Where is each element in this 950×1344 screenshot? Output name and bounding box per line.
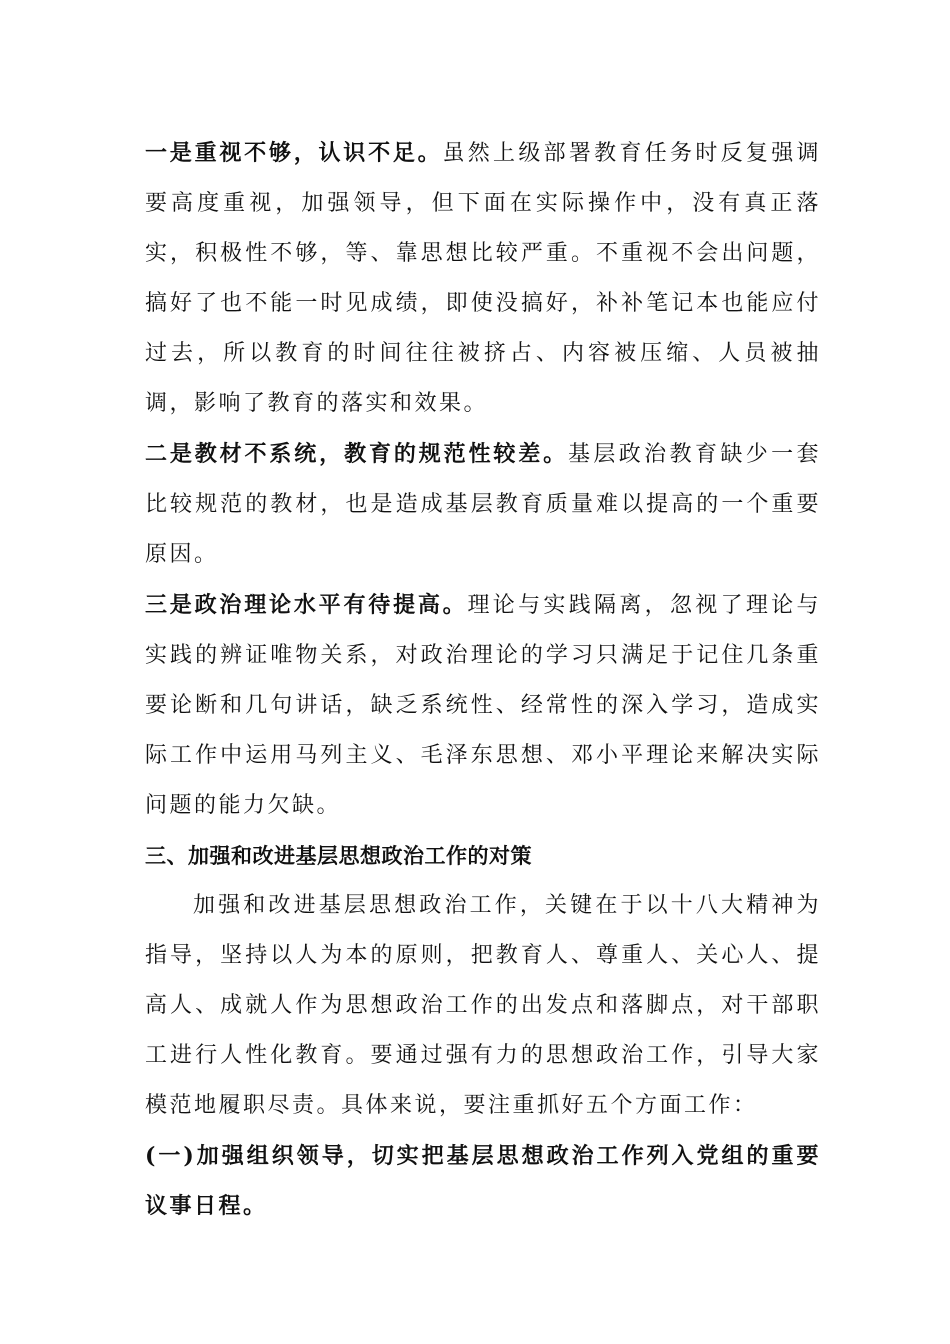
paragraph-one xyxy=(145,128,821,429)
paragraph-three-lead: 三是政治理论水平有待提高。 xyxy=(145,592,468,618)
paragraph-two xyxy=(145,429,821,580)
section-heading: 三、加强和改进基层思想政治工作的对策 xyxy=(145,844,532,868)
paragraph-three-body: 理论与实践隔离，忽视了理论与实践的辨证唯物关系，对政治理论的学习只满足于记住几条重要论断和几句讲话，缺乏系统性、经常性的深入学习，造成实际工作中运用马列主义、毛泽东思想、邓小平理论来解决实际问题的能力欠缺。 xyxy=(145,593,821,818)
document-page xyxy=(145,128,821,1231)
paragraph-one-body: 虽然上级部署教育任务时反复强调要高度重视，加强领导，但下面在实际操作中，没有真正落实，积极性不够，等、靠思想比较严重。不重视不会出问题，搞好了也不能一时见成绩，即使没搞好，补补笔记本也能应付过去，所以教育的时间往往被挤占、内容被压缩、人员被抽调，影响了教育的落实和效果。 xyxy=(145,141,821,416)
paragraph-three xyxy=(145,580,821,831)
subheading-one: (一)加强组织领导，切实把基层思想政治工作列入党组的重要议事日程。 xyxy=(145,1143,821,1219)
paragraph-two-body: 基层政治教育缺少一套比较规范的教材，也是造成基层教育质量难以提高的一个重要原因。 xyxy=(145,442,821,567)
intro-paragraph: 加强和改进基层思想政治工作，关键在于以十八大精神为指导，坚持以人为本的原则，把教育人、尊重人、关心人、提高人、成就人作为思想政治工作的出发点和落脚点，对干部职工进行人性化教育。要通过强有力的思想政治工作，引导大家模范地履职尽责。具体来说，要注重抓好五个方面工作： xyxy=(145,893,821,1118)
paragraph-one-lead: 一是重视不够，认识不足。 xyxy=(145,140,443,166)
paragraph-two-lead: 二是教材不系统，教育的规范性较差。 xyxy=(145,441,569,467)
